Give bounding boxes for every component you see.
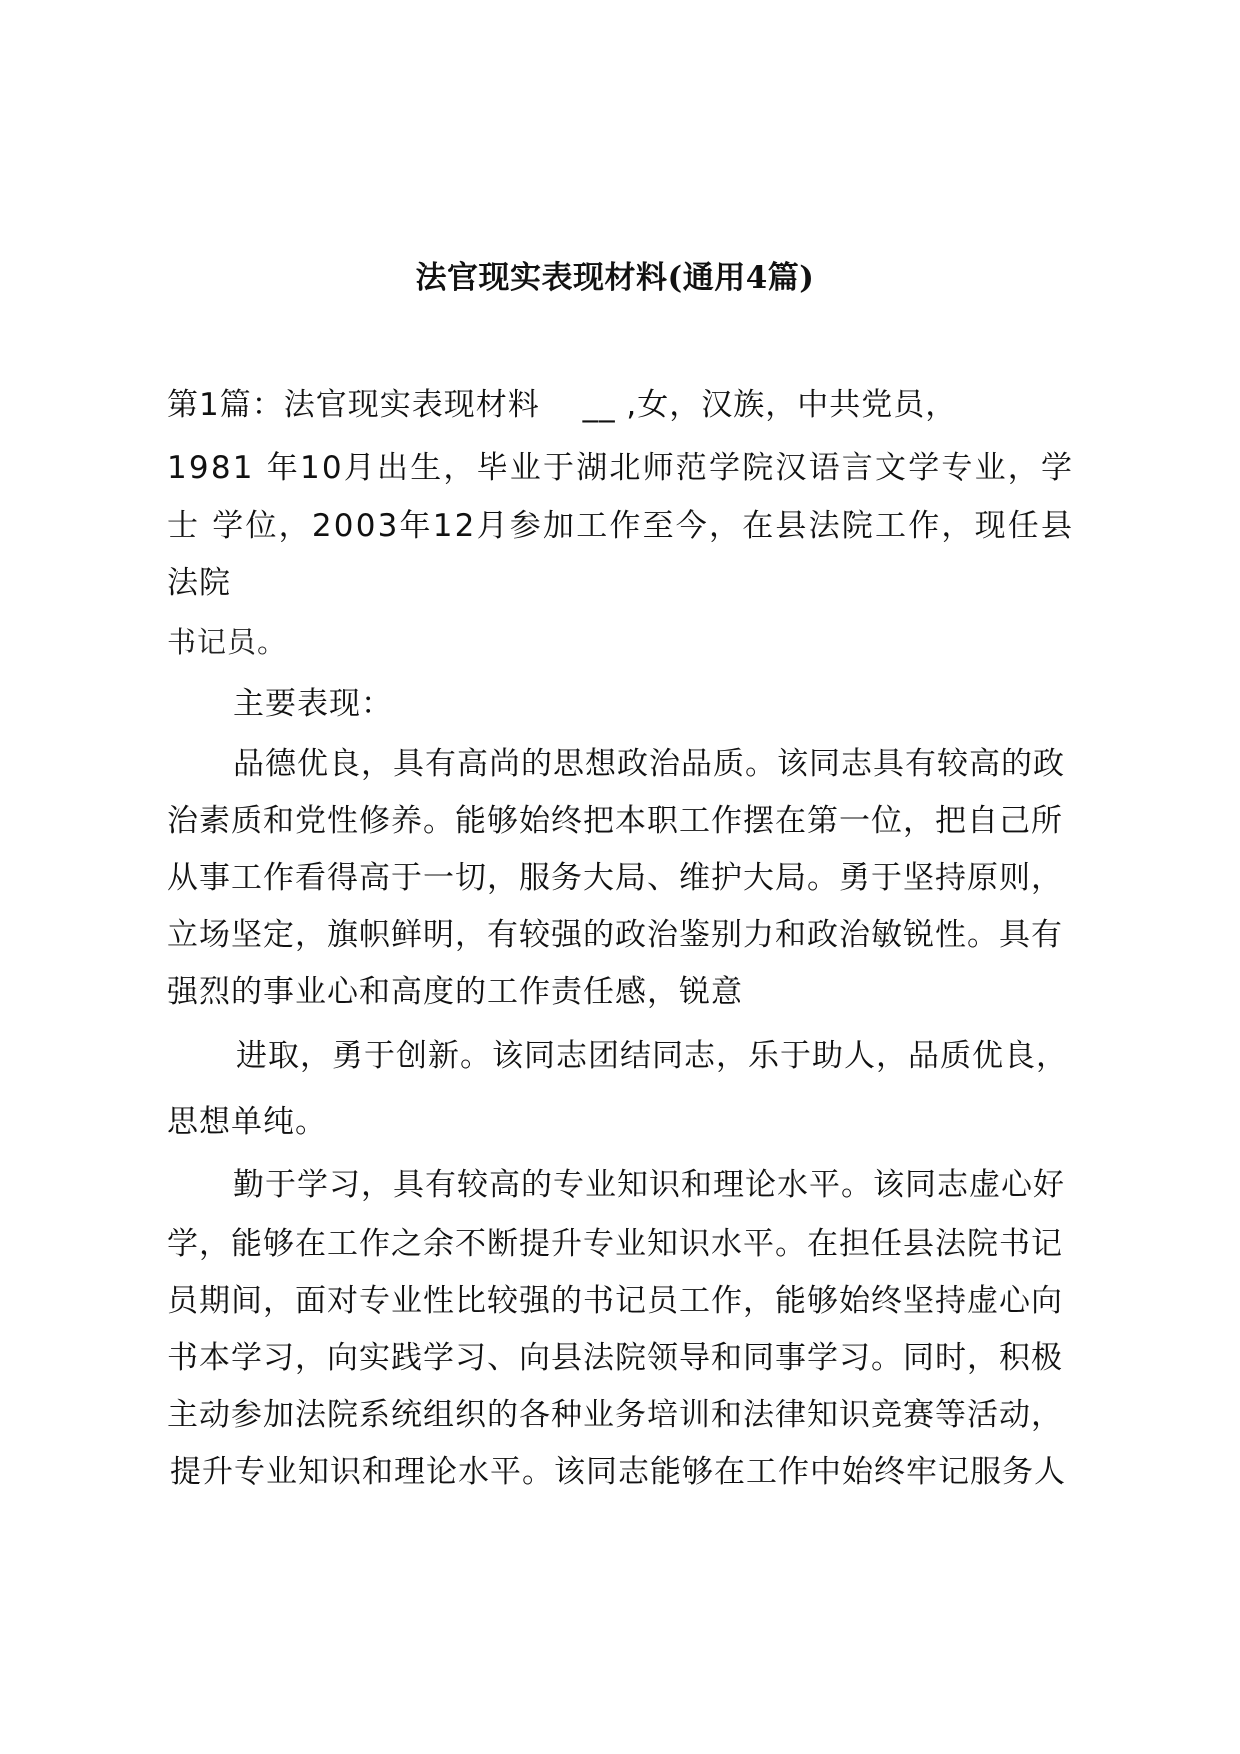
text-line: 思想单纯。 — [167, 1104, 327, 1140]
text-line: 进取，勇于创新。该同志团结同志，乐于助人，品质优良， — [236, 1038, 1068, 1074]
text-line: 强烈的事业心和高度的工作责任感，锐意 — [167, 974, 743, 1010]
text-line: 主动参加法院系统组织的各种业务培训和法律知识竞赛等活动， — [167, 1397, 1063, 1433]
text-line: 从事工作看得高于一切，服务大局、维护大局。勇于坚持原则， — [167, 860, 1063, 896]
text-line: 1981 年10月出生，毕业于湖北师范学院汉语言文学专业，学 — [167, 450, 1075, 486]
text-line: 提升专业知识和理论水平。该同志能够在工作中始终牢记服务人 — [170, 1454, 1066, 1490]
text-line: 法院 — [167, 565, 231, 601]
text-line: 第1篇：法官现实表现材料 __ ,女，汉族，中共党员， — [167, 387, 958, 423]
text-line: 书记员。 — [167, 625, 288, 659]
text-line: 品德优良，具有高尚的思想政治品质。该同志具有较高的政 — [233, 746, 1065, 782]
text-line: 员期间，面对专业性比较强的书记员工作，能够始终坚持虚心向 — [167, 1283, 1063, 1319]
text-line: 书本学习，向实践学习、向县法院领导和同事学习。同时，积极 — [167, 1340, 1063, 1376]
text-line: 立场坚定，旗帜鲜明，有较强的政治鉴别力和政治敏锐性。具有 — [167, 917, 1063, 953]
text-line: 治素质和党性修养。能够始终把本职工作摆在第一位，把自己所 — [167, 803, 1063, 839]
text-line: 士 学位，2003年12月参加工作至今，在县法院工作，现任县 — [167, 508, 1075, 544]
text-line: 勤于学习，具有较高的专业知识和理论水平。该同志虚心好 — [233, 1167, 1065, 1203]
document-title: 法官现实表现材料(通用4篇) — [415, 260, 815, 296]
section-heading: 主要表现： — [233, 686, 393, 722]
text-line: 学，能够在工作之余不断提升专业知识水平。在担任县法院书记 — [167, 1226, 1063, 1262]
